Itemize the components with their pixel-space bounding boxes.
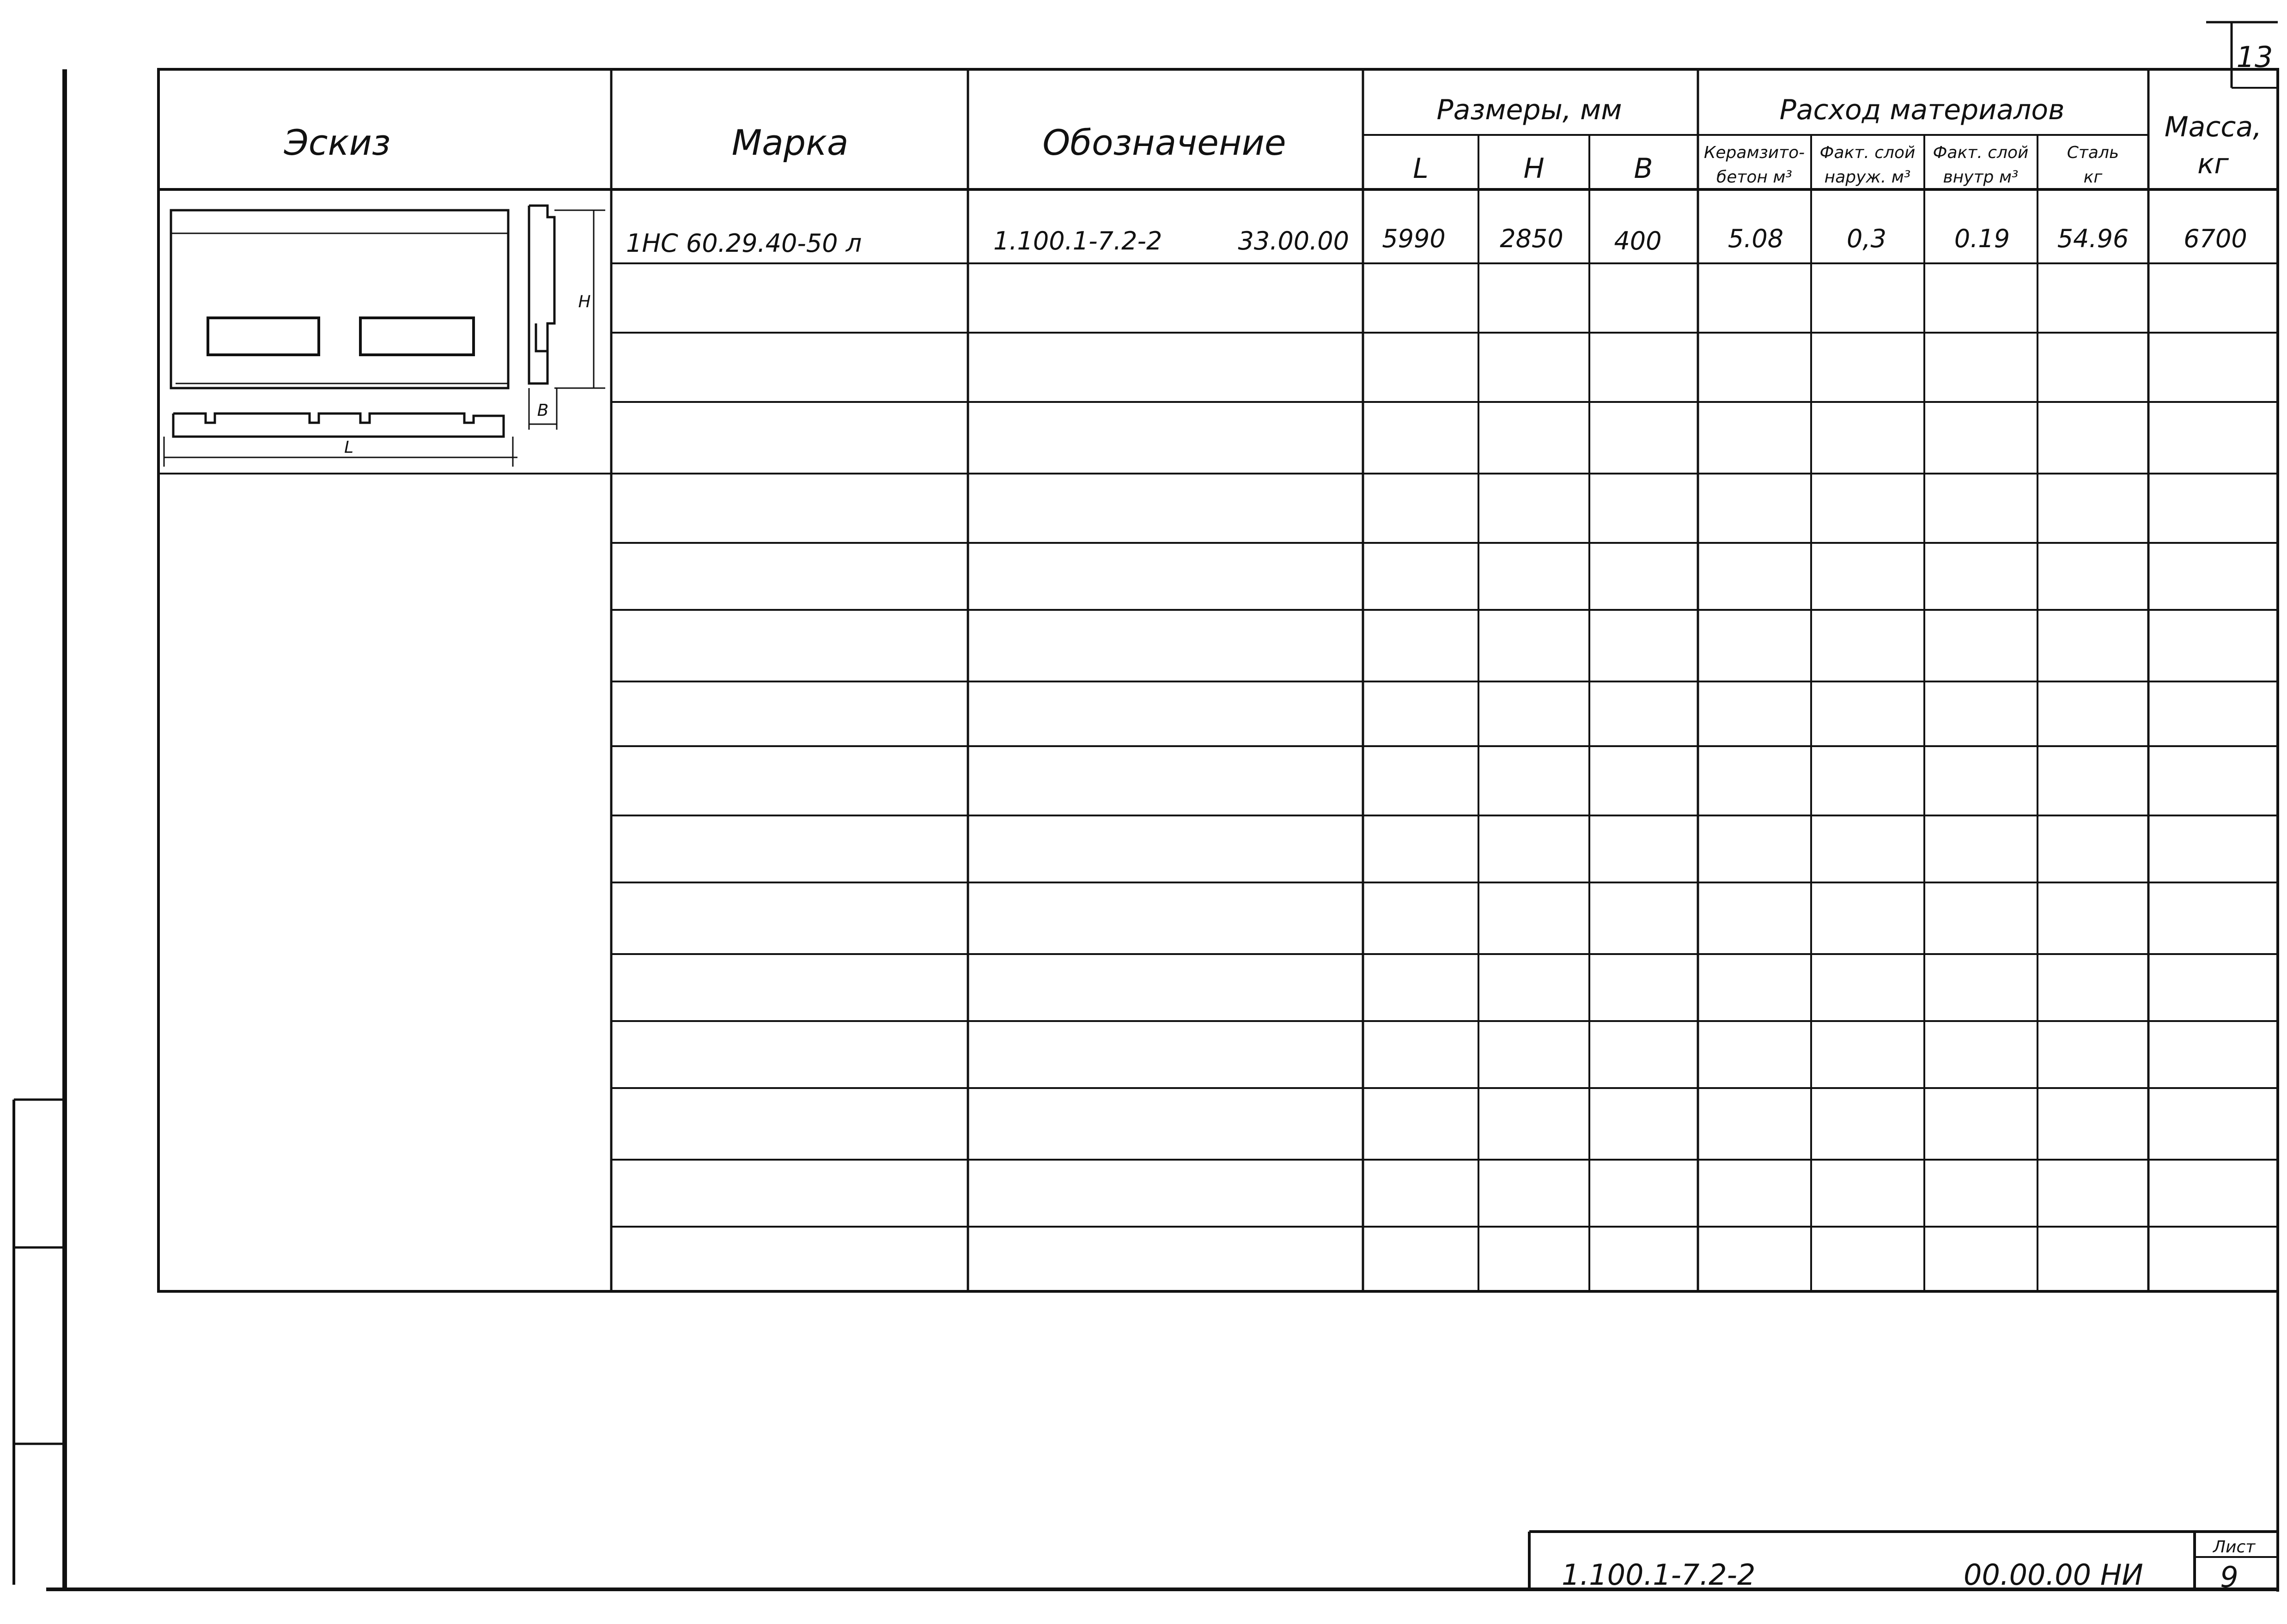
cell-designation-code: 33.00.00 [1238,226,1349,255]
cell-steel: 54.96 [2057,224,2129,253]
header-inner-line1: Факт. слой [1933,143,2029,162]
sketch-label-h: H [578,292,591,311]
cell-b: 400 [1614,226,1662,255]
header-keramzit-line1: Керамзито- [1703,143,1805,162]
header-designation: Обозначение [1042,122,1286,163]
sheet-frame [14,22,2278,1592]
sketch-label-l: L [344,438,354,457]
header-dim-l: L [1413,152,1429,185]
cell-h: 2850 [1500,224,1563,253]
panel-sketch [164,206,605,467]
cell-inner-layer: 0.19 [1954,224,2010,253]
header-keramzit-line2: бетон м³ [1716,168,1792,187]
header-mark: Марка [731,122,849,163]
header-dim-b: B [1634,152,1653,185]
header-inner-line2: внутр м³ [1943,168,2019,187]
sheet-number: 9 [2220,1560,2238,1594]
cell-mark: 1НС 60.29.40-50 л [626,229,862,258]
header-dim-h: H [1523,152,1545,185]
header-mass-line1: Масса, [2164,111,2262,143]
header-steel-line1: Сталь [2067,143,2119,162]
header-mass-line2: кг [2197,148,2229,180]
title-code: 00.00.00 НИ [1964,1558,2143,1592]
header-materials: Расход материалов [1779,94,2065,126]
table-row [626,224,2247,258]
table-header [284,94,2262,187]
sketch-label-b: B [537,401,549,420]
cell-designation-series: 1.100.1-7.2-2 [993,226,1162,255]
header-steel-line2: кг [2083,168,2103,187]
cell-keramzit: 5.08 [1727,224,1784,253]
sheet-label: Лист [2213,1538,2256,1557]
header-sketch: Эскиз [284,122,391,163]
header-outer-line2: наруж. м³ [1824,168,1911,187]
header-dimensions: Размеры, мм [1436,94,1622,126]
cell-mass: 6700 [2184,224,2247,253]
header-outer-line1: Факт. слой [1819,143,1916,162]
page-number: 13 [2236,40,2273,74]
title-series: 1.100.1-7.2-2 [1562,1558,1756,1592]
cell-l: 5990 [1382,224,1446,253]
cell-outer-layer: 0,3 [1847,224,1886,253]
